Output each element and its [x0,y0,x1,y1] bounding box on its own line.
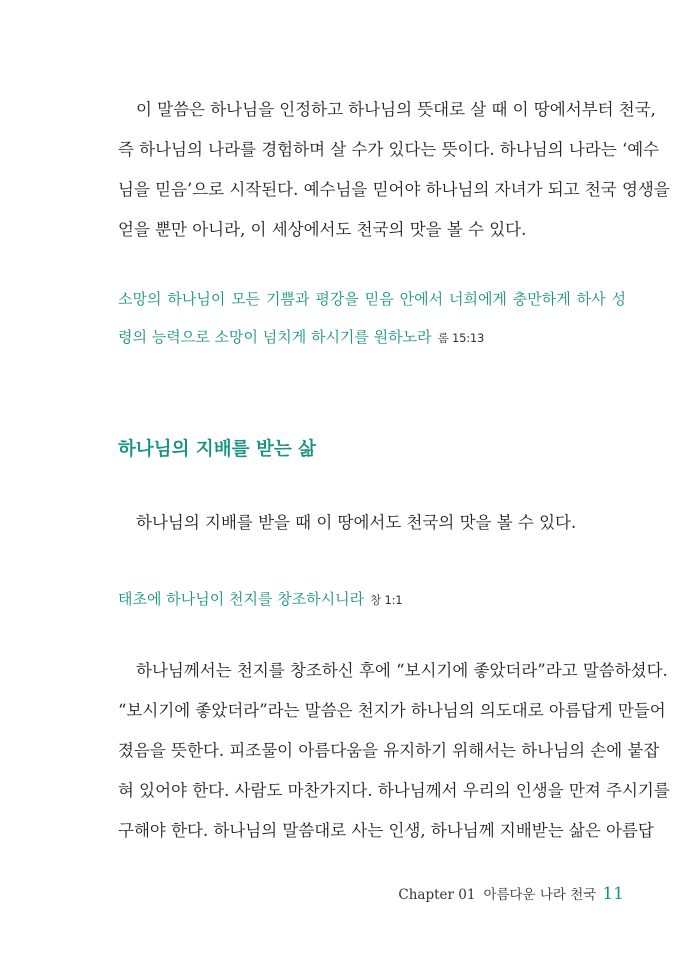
paragraph-3-line-1: 하나님께서는 천지를 창조하신 후에 “보시기에 좋았더라”라고 말씀하셨다. [136,661,668,680]
footer-chapter: Chapter 01 [398,887,476,903]
footer-chapter-title: 아름다운 나라 천국 [483,887,597,903]
verse-2-text: 태초에 하나님이 천지를 창조하시니라 [118,590,365,608]
verse-1-reference: 롬 15:13 [437,331,485,345]
paragraph-3-line-4: 혀 있어야 한다. 사람도 마찬가지다. 하나님께서 우리의 인생을 만져 주시기를 [118,781,670,800]
paragraph-2: 하나님의 지배를 받을 때 이 땅에서도 천국의 맛을 볼 수 있다. [136,513,577,532]
verse-1-line-2 [118,326,626,349]
paragraph-3-line-5: 구해야 한다. 하나님의 말씀대로 사는 인생, 하나님께 지배받는 삶은 아름답 [118,821,654,840]
section-heading: 하나님의 지배를 받는 삶 [118,439,317,460]
paragraph-1-line-1: 이 말씀은 하나님을 인정하고 하나님의 뜻대로 살 때 이 땅에서부터 천국, [136,100,656,119]
paragraph-3-line-2: “보시기에 좋았더라”라는 말씀은 천지가 하나님의 의도대로 아름답게 만들어 [118,701,666,720]
paragraph-1-line-2: 즉 하나님의 나라를 경험하며 살 수가 있다는 뜻이다. 하나님의 나라는 ‘예수 [118,140,660,159]
verse-1-line-1: 소망의 하나님이 모든 기쁨과 평강을 믿음 안에서 너희에게 충만하게 하사 성 [118,290,626,308]
verse-1-line-2-text: 령의 능력으로 소망이 넘치게 하시기를 원하노라 [118,328,432,346]
verse-2 [118,588,626,611]
verse-2-reference: 창 1:1 [370,593,403,607]
page-number: 11 [602,884,624,904]
paragraph-1-line-3: 님을 믿음’으로 시작된다. 예수님을 믿어야 하나님의 자녀가 되고 천국 영생을 [118,180,670,199]
paragraph-1-line-4: 얻을 뿐만 아니라, 이 세상에서도 천국의 맛을 볼 수 있다. [118,220,527,239]
page-footer [398,884,624,905]
paragraph-3-line-3: 졌음을 뜻한다. 피조물이 아름다움을 유지하기 위해서는 하나님의 손에 붙잡 [118,741,660,760]
